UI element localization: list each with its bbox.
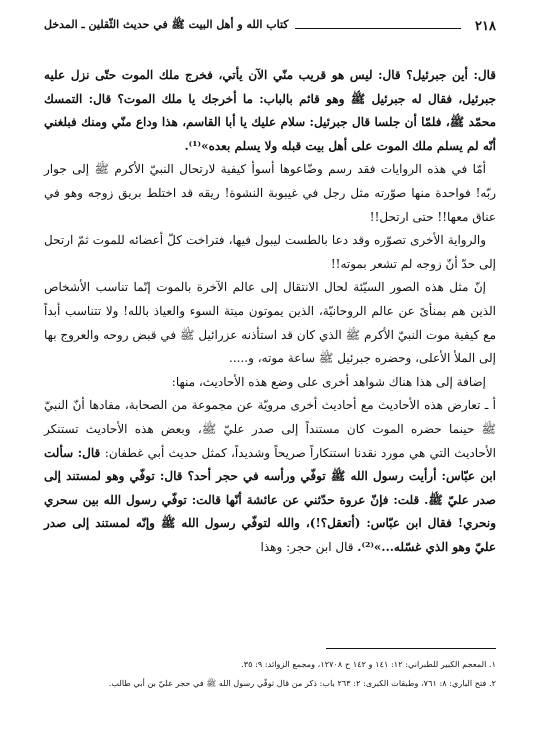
header-rule	[295, 28, 462, 29]
footnote: ١. المعجم الكبير للطبراني: ١٢: ١٤١ و ١٤٢ ح ١٢٧٠٨، ومجمع الزوائد: ٩: ٣٥.	[241, 659, 496, 669]
text-run: قال ابن حجر: وهذا	[260, 539, 358, 554]
page-header	[44, 14, 496, 34]
footnote: ٢. فتح الباري: ٨: ٧٦١، وطبقات الكبرى: ٢: ٢٦٣ باب: ذكر من قال توفّي رسول الله ﷺ في حجر عليّ بن أبي طالب.	[108, 678, 496, 688]
paragraph-hadith-quote: قال: أين جبرئيل؟ قال: ليس هو قريب منّي الآن يأتي، فخرج ملك الموت حتّى نزل عليه جبرئيل، فقال له جبرئيل ﷺ وهو قائم بالباب: ما أخرجك يا ملك الموت؟ قال: التمسك محمّد ﷺ، فلمّا أن جلسا قال جبرئيل: سلام عليك يا أبا القاسم، هذا وداع منّي ومنك فبلغني أنّه لم يسلم ملك الموت على أهل بيت قبله ولا يسلم بعده»⁽¹⁾.	[44, 68, 496, 153]
running-title: كتاب الله و أهل البيت ﷺ في حديث الثّقلين ـ المدخل	[44, 18, 289, 31]
paragraph: أمّا في هذه الروايات فقد رسم وضّاعوها أسوأ كيفية لارتحال النبيّ الأكرم ﷺ إلى جوار ربّه! فواحدة منها صوّرته مثل رجل في غيبوبة النشوة! ريقه قد اختلط بريق زوجه وهو في عناق معها!! حتى ارتحل!!	[44, 162, 496, 224]
page-number: ٢١٨	[475, 19, 496, 34]
text-run-bold: قال: سألت ابن عبّاس: أرأيت رسول الله ﷺ توفّي ورأسه في حجر أحد؟ قال: توفّي وهو لمستند إلى صدر عليّ ﷺ. قلت: فإنّ عروة حدّثني عن عائشة أنّها قالت: توفّي رسول الله بين سحري ونحري! فقال ابن عبّاس: (أتعقل؟!)، والله لتوفّي رسول الله ﷺ وإنّه لمستند إلى صدر عليّ وهو الذي غسّله...»⁽²⁾.	[44, 445, 496, 554]
body-text	[44, 64, 496, 559]
paragraph: والرواية الأخرى تصوّره وقد دعا بالطست ليبول فيها، فتراخت كلّ أعضائه للموت ثمّ ارتحل إلى حدّ أنّ زوجه لم تشعر بموته!!	[44, 233, 496, 271]
paragraph: إنّ مثل هذه الصور السيّئة لحال الانتقال إلى عالم الآخرة بالموت إنّما تناسب الأشخاص الذين هم بمنأىً عن عالم الروحانيّة، الذين يموتون ميتة السوء والعياذ بالله! ولا تتناسب أبداً مع كيفية موت النبيّ الأكرم ﷺ الذي كان قد استأذنه عزرائيل ﷺ في قبض روحه والعروج بها إلى الملأ الأعلى، وحضره جبرئيل ﷺ ساعة موته، و.....	[44, 280, 496, 366]
footnote-rule	[326, 648, 496, 649]
paragraph: إضافة إلى هذا هناك شواهد أخرى على وضع هذه الأحاديث، منها:	[171, 374, 486, 389]
paragraph-mixed	[44, 394, 496, 559]
text-run: أ ـ تعارض هذه الأحاديث مع أحاديث أخرى مرويّة عن مجموعة من الصحابة، مفادها أنّ النبيّ ﷺ حينما حضره الموت كان مستنداً إلى صدر عليّ ﷺ، وبعض هذه الأحاديث تستنكر الأحاديث التي هي مورد نقدنا استنكاراً صريحاً وشديداً، كمثل حديث أبي غطفان:	[44, 398, 497, 460]
footnotes	[44, 648, 496, 693]
